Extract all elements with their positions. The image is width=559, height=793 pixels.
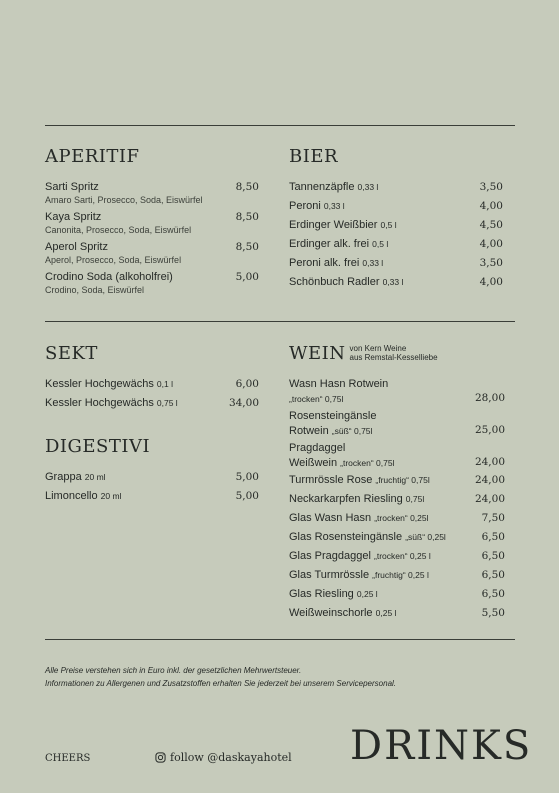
wein-subtitle xyxy=(350,344,438,362)
item-name: Schönbuch Radler xyxy=(289,276,380,288)
item-price: 25,00 xyxy=(474,424,505,436)
item-price: 24,00 xyxy=(474,474,505,486)
menu-item xyxy=(45,377,259,396)
menu-item xyxy=(45,470,259,489)
item-name-row xyxy=(289,568,429,583)
item-name: Limoncello xyxy=(45,490,98,502)
item-volume: 0,75 l xyxy=(156,398,178,408)
item-price: 24,00 xyxy=(474,493,505,505)
item-name: Kessler Hochgewächs xyxy=(45,378,154,390)
item-name: Erdinger alk. frei xyxy=(289,238,370,250)
menu-item xyxy=(289,441,505,473)
menu-item xyxy=(289,549,505,568)
item-note: (alkoholfrei) xyxy=(115,271,173,283)
price-note: Alle Preise verstehen sich in Euro inkl. der gesetzlichen Mehrwertsteuer. xyxy=(45,666,302,675)
item-price: 5,50 xyxy=(481,607,505,619)
bier-section xyxy=(289,146,503,294)
instagram-link[interactable] xyxy=(155,751,292,764)
menu-item xyxy=(289,492,505,511)
item-name: Aperol Spritz xyxy=(45,241,108,253)
drinks-title: DRINKS xyxy=(350,723,533,769)
item-name: Grappa xyxy=(45,471,82,483)
instagram-handle: follow @daskayahotel xyxy=(170,751,292,764)
item-volume: 0,1 l xyxy=(156,379,173,389)
menu-item xyxy=(289,511,505,530)
menu-item xyxy=(45,210,259,240)
menu-item xyxy=(45,270,259,300)
item-name-row xyxy=(289,492,424,507)
item-price: 6,50 xyxy=(481,531,505,543)
item-price: 6,00 xyxy=(235,378,259,390)
item-price: 28,00 xyxy=(474,392,505,404)
menu-item xyxy=(45,180,259,210)
menu-item xyxy=(289,180,503,199)
item-type: Rotwein xyxy=(289,425,332,437)
menu-item xyxy=(289,218,503,237)
item-price: 8,50 xyxy=(235,211,259,223)
item-price: 34,00 xyxy=(228,397,259,409)
aperitif-section xyxy=(45,146,259,300)
item-name-row xyxy=(289,275,403,290)
menu-item xyxy=(289,606,505,625)
item-price: 7,50 xyxy=(481,512,505,524)
item-name: Glas Wasn Hasn xyxy=(289,512,372,524)
digestivi-section xyxy=(45,436,259,508)
item-name-row xyxy=(45,489,121,504)
item-name-row xyxy=(289,199,345,214)
menu-item xyxy=(289,568,505,587)
item-volume: 0,25 l xyxy=(375,608,397,618)
item-price: 4,50 xyxy=(479,219,503,231)
item-price: 8,50 xyxy=(235,241,259,253)
middle-divider xyxy=(45,321,515,322)
item-volume: „süß“ 0,75l xyxy=(331,426,373,436)
item-name: Turmrössle Rose xyxy=(289,474,373,486)
item-volume: „fruchtig“ 0,25 l xyxy=(372,570,429,580)
item-price: 5,00 xyxy=(235,471,259,483)
item-name-row xyxy=(289,511,429,526)
item-price: 4,00 xyxy=(479,276,503,288)
item-name-row xyxy=(289,606,396,621)
item-price: 4,00 xyxy=(479,238,503,250)
item-price: 3,50 xyxy=(479,257,503,269)
item-name-row xyxy=(289,530,446,545)
item-volume: 20 ml xyxy=(84,472,106,482)
item-name-row xyxy=(289,424,505,439)
item-price: 24,00 xyxy=(474,456,505,468)
menu-item xyxy=(289,473,505,492)
sekt-section xyxy=(45,343,259,415)
item-volume: 0,75l xyxy=(405,494,425,504)
wein-subtitle-line: aus Remstal-Kesselliebe xyxy=(349,353,438,362)
menu-item xyxy=(289,237,503,256)
item-name: Rosensteingänsle xyxy=(289,410,377,422)
wein-section xyxy=(289,343,505,625)
item-volume: „süß“ 0,25l xyxy=(405,532,446,542)
item-desc: Aperol, Prosecco, Soda, Eiswürfel xyxy=(45,255,182,265)
item-volume: 0,33 l xyxy=(323,201,345,211)
bottom-divider xyxy=(45,639,515,640)
item-price: 8,50 xyxy=(235,181,259,193)
item-price: 6,50 xyxy=(481,588,505,600)
item-name-row xyxy=(289,549,431,564)
item-volume: 0,33 l xyxy=(382,277,404,287)
item-volume: 0,33 l xyxy=(357,182,379,192)
item-volume: 0,5 l xyxy=(380,220,397,230)
item-name: Glas Riesling xyxy=(289,588,354,600)
item-name: Wasn Hasn Rotwein xyxy=(289,378,389,390)
item-price: 5,00 xyxy=(235,490,259,502)
item-name: Tannenzäpfle xyxy=(289,181,355,193)
aperitif-heading: APERITIF xyxy=(45,146,140,167)
item-volume: „trocken“ 0,75l xyxy=(289,394,344,404)
item-name: Weißweinschorle xyxy=(289,607,373,619)
item-name: Sarti Spritz xyxy=(45,181,99,193)
item-name: Peroni alk. frei xyxy=(289,257,360,269)
item-name-row xyxy=(45,396,178,411)
item-name: Crodino Soda xyxy=(45,271,113,283)
wein-subtitle-line: von Kern Weine xyxy=(349,344,407,353)
item-name-row xyxy=(45,470,106,485)
item-name-row xyxy=(289,237,388,252)
item-name-row xyxy=(289,473,430,488)
item-desc: Amaro Sarti, Prosecco, Soda, Eiswürfel xyxy=(45,195,203,205)
top-divider xyxy=(45,125,515,126)
item-desc: Canonita, Prosecco, Soda, Eiswürfel xyxy=(45,225,192,235)
wein-heading: WEIN xyxy=(289,343,346,364)
item-name: Glas Turmrössle xyxy=(289,569,370,581)
item-name: Kessler Hochgewächs xyxy=(45,397,154,409)
item-volume: „trocken“ 0,75l xyxy=(340,458,395,468)
item-volume: 0,25 l xyxy=(356,589,378,599)
item-name-row xyxy=(289,256,383,271)
digestivi-heading: DIGESTIVI xyxy=(45,436,151,457)
item-name: Glas Rosensteingänsle xyxy=(289,531,403,543)
cheers-label: CHEERS xyxy=(45,753,91,764)
item-name: Erdinger Weißbier xyxy=(289,219,378,231)
menu-item xyxy=(45,489,259,508)
item-name-row xyxy=(45,377,173,392)
item-name-row xyxy=(289,456,505,471)
item-name: Neckarkarpfen Riesling xyxy=(289,493,403,505)
item-price: 5,00 xyxy=(235,271,259,283)
item-volume: 0,5 l xyxy=(372,239,389,249)
instagram-icon xyxy=(155,752,166,763)
sekt-heading: SEKT xyxy=(45,343,98,364)
item-price: 3,50 xyxy=(479,181,503,193)
item-name: Peroni xyxy=(289,200,321,212)
allergen-note: Informationen zu Allergenen und Zusatzstoffen erhalten Sie jederzeit bei unserem Servicepersonal. xyxy=(45,679,397,688)
wein-header xyxy=(289,343,505,365)
menu-item xyxy=(289,256,503,275)
item-name: Glas Pragdaggel xyxy=(289,550,371,562)
menu-item xyxy=(45,396,259,415)
item-volume: 0,33 l xyxy=(362,258,384,268)
item-price: 4,00 xyxy=(479,200,503,212)
menu-item xyxy=(289,587,505,606)
item-desc: Crodino, Soda, Eiswürfel xyxy=(45,285,145,295)
item-name-row xyxy=(289,180,378,195)
menu-item xyxy=(289,199,503,218)
menu-item xyxy=(289,409,505,441)
bier-heading: BIER xyxy=(289,146,339,167)
menu-item xyxy=(45,240,259,270)
menu-item xyxy=(289,377,505,409)
item-name-row xyxy=(289,218,397,233)
item-volume: „fruchtig“ 0,75l xyxy=(375,475,430,485)
menu-item xyxy=(289,530,505,549)
item-volume: „trocken“ 0,25l xyxy=(374,513,429,523)
item-name: Kaya Spritz xyxy=(45,211,102,223)
item-name: Pragdaggel xyxy=(289,442,346,454)
item-price: 6,50 xyxy=(481,569,505,581)
item-volume: 20 ml xyxy=(100,491,122,501)
item-type: Weißwein xyxy=(289,457,341,469)
menu-item xyxy=(289,275,503,294)
item-name-row xyxy=(45,270,259,285)
item-volume: „trocken“ 0,25 l xyxy=(374,551,431,561)
item-name-row xyxy=(289,587,378,602)
item-price: 6,50 xyxy=(481,550,505,562)
